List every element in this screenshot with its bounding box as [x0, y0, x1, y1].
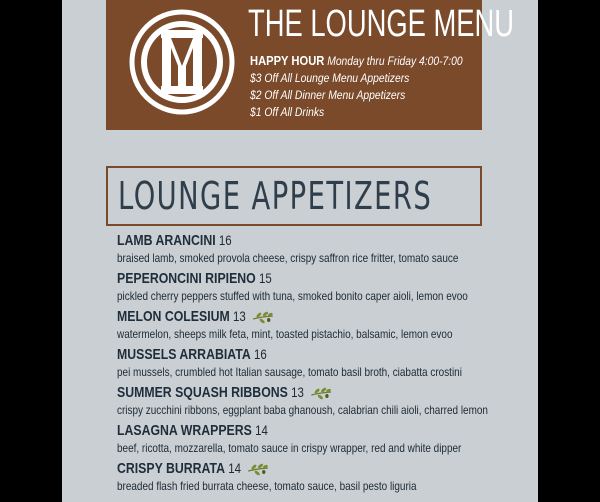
- olive-branch-icon: [252, 310, 273, 324]
- happy-hour-days: Monday thru Friday 4:00-7:00: [327, 54, 463, 68]
- item-price: 15: [259, 270, 272, 286]
- item-name: PEPERONCINI RIPIENO: [117, 270, 256, 287]
- item-price: 14: [228, 460, 242, 476]
- menu-header: [106, 0, 515, 130]
- item-description: watermelon, sheeps milk feta, mint, toasted pistachio, balsamic, lemon evoo: [117, 327, 453, 341]
- item-description: pei mussels, crumbled hot Italian sausage, tomato basil broth, ciabatta crostini: [117, 365, 462, 379]
- item-name: MELON COLESIUM: [117, 308, 230, 325]
- section-title: LOUNGE APPETIZERS: [118, 174, 433, 218]
- item-name: CRISPY BURRATA: [117, 460, 225, 477]
- item-description: breaded flash fried burrata cheese, tomato sauce, basil pesto liguria: [117, 479, 417, 493]
- item-price: 14: [255, 422, 268, 438]
- menu-item: [117, 420, 527, 458]
- item-price: 13: [233, 308, 246, 324]
- menu-page: [62, 0, 538, 502]
- item-description: beef, ricotta, mozzarella, tomato sauce in crispy wrapper, red and white dipper: [117, 441, 462, 455]
- offer-line: $1 Off All Drinks: [250, 105, 325, 119]
- item-description: braised lamb, smoked provola cheese, crispy saffron rice fritter, tomato sauce: [117, 251, 459, 265]
- item-name: SUMMER SQUASH RIBBONS: [117, 384, 288, 401]
- section-header-box: [106, 166, 482, 226]
- olive-branch-icon: [310, 386, 331, 400]
- menu-item: [117, 306, 527, 344]
- item-name: LASAGNA WRAPPERS: [117, 422, 252, 439]
- item-price: 13: [291, 384, 304, 400]
- item-price: 16: [218, 232, 232, 248]
- menu-item: [117, 344, 527, 382]
- menu-item: [117, 458, 527, 496]
- item-name: LAMB ARANCINI: [117, 232, 216, 249]
- item-description: pickled cherry peppers stuffed with tuna, smoked bonito caper aioli, lemon evoo: [117, 289, 468, 303]
- item-description: crispy zucchini ribbons, eggplant baba ghanoush, calabrian chili aioli, charred lemon: [117, 403, 488, 417]
- offer-line: $3 Off All Lounge Menu Appetizers: [250, 71, 410, 85]
- olive-branch-icon: [248, 462, 269, 476]
- menu-item: [117, 268, 527, 306]
- happy-hour-info: [250, 52, 463, 121]
- menu-title: THE LOUNGE MENU: [248, 3, 515, 45]
- menu-item: [117, 382, 527, 420]
- m-monogram-logo: [128, 8, 236, 116]
- offer-line: $2 Off All Dinner Menu Appetizers: [250, 88, 406, 102]
- item-name: MUSSELS ARRABIATA: [117, 346, 251, 363]
- happy-hour-label: HAPPY HOUR: [250, 53, 325, 68]
- menu-item: [117, 230, 527, 268]
- appetizer-list: [117, 230, 527, 496]
- item-price: 16: [253, 346, 267, 362]
